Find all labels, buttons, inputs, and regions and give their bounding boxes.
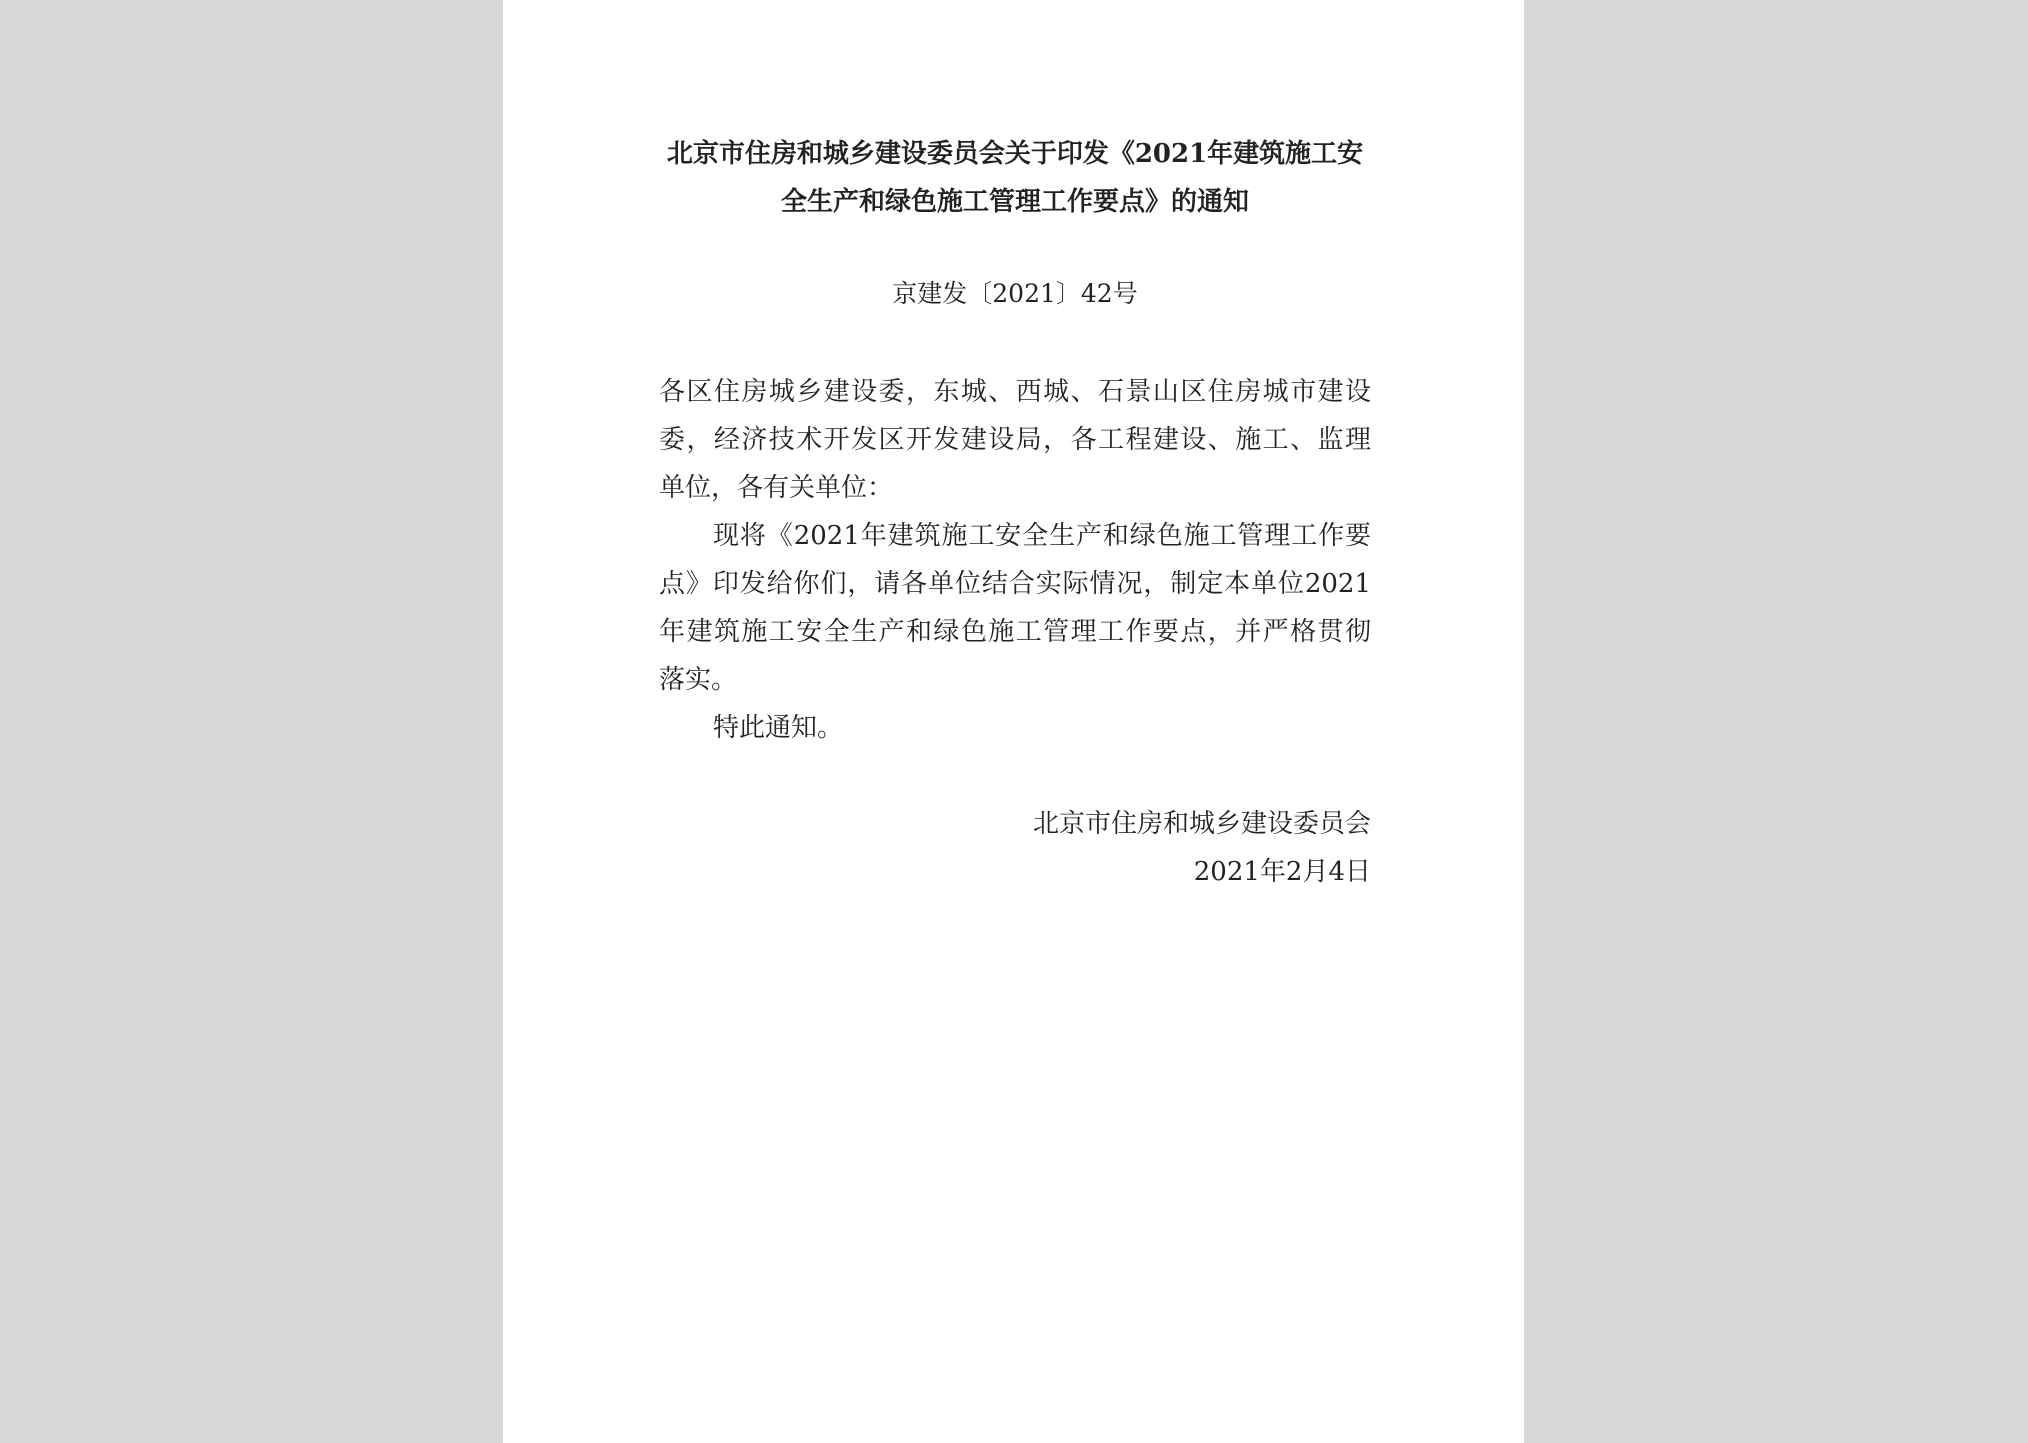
document-page — [503, 0, 1524, 1443]
body-line-4: 落实。 — [659, 665, 738, 695]
title-line-2: 全生产和绿色施工管理工作要点》的通知 — [780, 187, 1249, 217]
addressee-line-1: 各区住房城乡建设委，东城、西城、石景山区住房城市建设 — [659, 377, 1371, 407]
body-line-1: 现将《2021年建筑施工安全生产和绿色施工管理工作要 — [713, 521, 1371, 551]
addressee-line-2: 委，经济技术开发区开发建设局，各工程建设、施工、监理 — [659, 425, 1371, 455]
document-title — [659, 130, 1371, 226]
signature-organization: 北京市住房和城乡建设委员会 — [1032, 809, 1371, 839]
signature-date: 2021年2月4日 — [1193, 857, 1371, 887]
title-line-1: 北京市住房和城乡建设委员会关于印发《2021年建筑施工安 — [666, 139, 1364, 169]
body-line-3: 年建筑施工安全生产和绿色施工管理工作要点，并严格贯彻 — [659, 617, 1371, 647]
addressee-line-3: 单位，各有关单位： — [659, 473, 894, 503]
body-line-2: 点》印发给你们，请各单位结合实际情况，制定本单位2021 — [659, 569, 1371, 599]
document-number: 京建发〔2021〕42号 — [892, 279, 1138, 308]
closing-line: 特此通知。 — [713, 713, 844, 743]
